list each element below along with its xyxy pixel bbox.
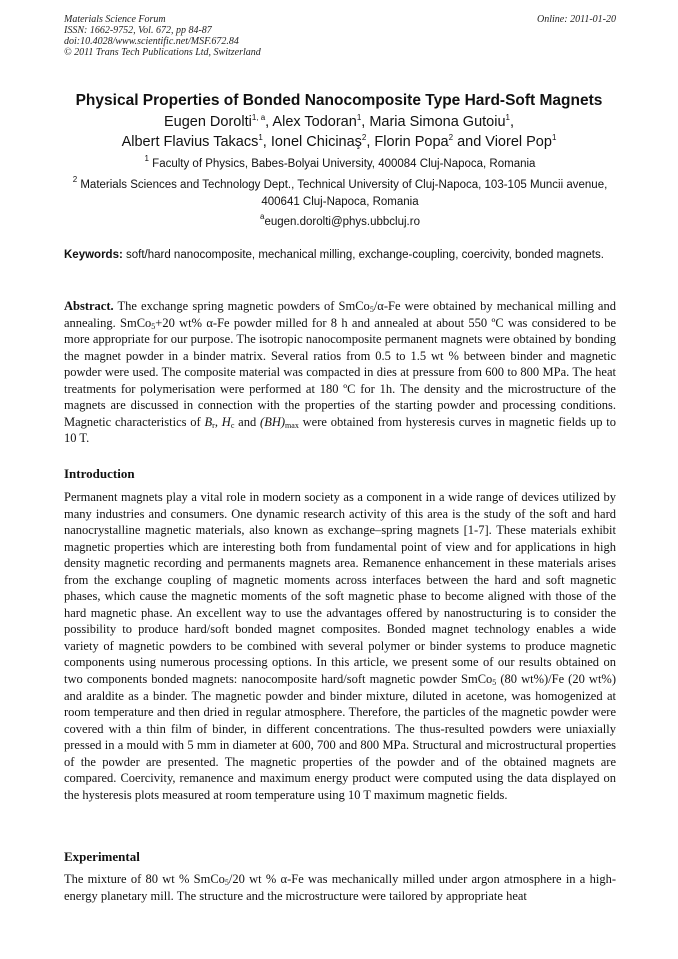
symbol-br: B (204, 414, 213, 429)
author-line-1: Eugen Dorolti$^{1, a}$, Alex Todoran$^1$, Maria Simona Gutoiu$^1$, (163, 113, 515, 130)
affiliation-2 (64, 177, 616, 211)
symbol-hc: H (221, 414, 231, 429)
keywords-label: Keywords: (64, 249, 123, 261)
affiliation-text: Faculty of Physics, Babes-Bolyai University, 400084 Cluj-Napoca, Romania (148, 158, 536, 170)
symbol-bhmax: (BH) (260, 414, 286, 429)
journal-issn: ISSN: 1662-9752, Vol. 672, pp 84-87 (64, 25, 212, 36)
author-name: , Florin Popa (366, 134, 449, 150)
author-affiliation-mark: 1 (505, 113, 510, 122)
author-affiliation-mark: 1, a (251, 113, 266, 122)
paper-title: Physical Properties of Bonded Nanocomposite Type Hard-Soft Magnets (75, 92, 603, 109)
affiliation-text: Materials Sciences and Technology Dept., Technical University of Cluj-Napoca, 103-105 Muncii avenue, 400641 Cluj-Napoca, Romania (77, 179, 608, 208)
experimental-section (64, 871, 616, 904)
introduction-section (64, 489, 616, 803)
experimental-text: The mixture of 80 wt % SmCo (64, 872, 225, 886)
online-date: Online: 2011-01-20 (537, 14, 616, 25)
abstract-text: /α-Fe were obtained by mechanical milling and annealing. SmCo (64, 299, 616, 330)
affiliation-1 (64, 156, 616, 173)
abstract-label: Abstract. (64, 299, 114, 313)
author-affiliation-mark: 2 (448, 133, 454, 142)
keywords-text: soft/hard nanocomposite, mechanical milling, exchange-coupling, coercivity, bonded magnets. (122, 249, 604, 261)
keywords-section (64, 247, 616, 263)
author-name: Eugen Dorolti (163, 114, 252, 130)
subscript: 5 (151, 321, 156, 331)
experimental-heading: Experimental (64, 849, 140, 864)
subscript: max (285, 420, 299, 430)
abstract-text: were obtained from hysteresis curves in magnetic fields up to 10 T. (64, 414, 616, 446)
abstract-section (64, 298, 616, 447)
author-affiliation-mark: 1 (356, 113, 362, 122)
journal-copyright: © 2011 Trans Tech Publications Ltd, Switzerland (64, 47, 261, 58)
subscript: c (230, 420, 235, 430)
author-affiliation-mark: 1 (551, 133, 557, 142)
subscript: 5 (369, 305, 374, 314)
subscript: r (212, 420, 215, 430)
author-line-2 (40, 132, 638, 152)
introduction-text: Permanent magnets play a vital role in modern society as a component in a wide range of devices utilized by many industries and consumers. One dynamic research activity of this area is the study of the soft and hard nanocrystalline magnetic materials, also known as exchange–spring magnets [1-7]. These materials exhibit magnetic properties which are interesting both from fundamental point of view and for applications in high density magnetic recording and permanents magnets area. Remanence enhancement in these materials arises from the exchange coupling of magnetic moments across interfaces between the hard and soft magnetic phases, which cause the magnetic moments of the soft magnetic phase to become aligned with those of the hard magnetic phase. An excellent way to use the advantages offered by nanostructuring is to consider the possibility to produce hard/soft bonded magnet composites. Bonded magnet technology enables a wide variety of magnetic powders to be combined with several polymer or binder systems to produce magnetic components using numerous processing options. In this article, we present some of our results obtained on two components bonded magnets: nanocomposite hard/soft magnetic powder SmCo (64, 490, 616, 687)
author-name: and Viorel Pop (453, 134, 552, 150)
affiliation-mark: 2 (72, 175, 78, 184)
experimental-text: /20 wt % α-Fe was mechanically milled under argon atmosphere in a high-energy planetary mill. The structure and the microstructure were tailored by appropriate heat (64, 872, 616, 903)
journal-header (64, 14, 616, 58)
journal-name: Materials Science Forum (64, 14, 166, 25)
author-affiliation-mark: 1 (258, 133, 263, 142)
introduction-text: (80 wt%)/Fe (20 wt%) and araldite as a binder. The magnetic powder and binder mixture, diluted in acetone, was homogenized at room temperature and then dried in regular atmosphere. Therefore, the particles of the magnetic powder were covered with a thin film of binder, in different concentrations. The thus-resulted powders were uniaxially pressed in a mould with 5 mm in diameter at 600, 700 and 800 MPa. Structural and microstructural properties of the powder are presented. The magnetic properties of the powder and of the obtained magnets are compared. Coercivity, remanence and maximum energy product were computed using the data displayed on the hysteresis plots measured at room temperature using 10 T maximum magnetic fields. (64, 672, 616, 802)
author-email (64, 214, 616, 231)
author-list (40, 112, 638, 152)
author-name: , Ionel Chicinaş (262, 134, 362, 150)
email-mark: a (260, 212, 265, 221)
introduction-heading: Introduction (64, 466, 135, 481)
author-name: , Alex Todoran (265, 114, 357, 130)
subscript: 5 (224, 878, 229, 887)
author-affiliation-mark: 2 (361, 133, 367, 142)
author-name: Albert Flavius Takacs (121, 134, 259, 150)
email-address: eugen.dorolti@phys.ubbcluj.ro (264, 216, 420, 228)
author-name: , Maria Simona Gutoiu (361, 114, 506, 130)
abstract-text: +20 wt% α-Fe powder milled for 8 h and annealed at about 550 ºC was considered to be more appropriate for our purpose. The isotropic nanocomposite permanent magnets were obtained by bonding the magnet powder in a binder matrix. Several ratios from 0.5 to 1.5 wt % between binder and magnetic powder were used. The composite material was compacted in dies at pressure from 600 to 800 MPa. The heat treatments for polymerisation were performed at 180 ºC for 1h. The density and the microstructure of the magnets are discussed in connection with the properties of the starting powder and processing conditions. Magnetic characteristics of (64, 315, 617, 429)
subscript: 5 (492, 678, 497, 688)
abstract-text: , (214, 414, 222, 429)
abstract-text: and (234, 414, 261, 429)
abstract-text: The exchange spring magnetic powders of SmCo (113, 299, 370, 313)
journal-doi: doi:10.4028/www.scientific.net/MSF.672.84 (64, 36, 239, 47)
affiliation-mark: 1 (144, 154, 149, 163)
